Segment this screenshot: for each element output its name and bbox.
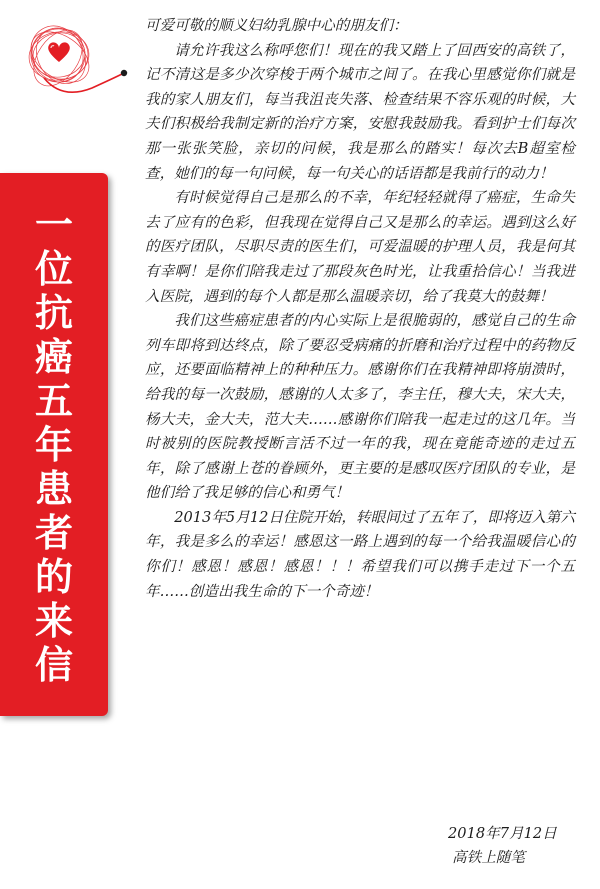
banner-title xyxy=(0,203,108,687)
banner-title-char: 者 xyxy=(34,511,73,555)
heart-stethoscope-logo xyxy=(14,18,140,100)
banner-title-char: 来 xyxy=(34,599,73,643)
banner-title-char: 一 xyxy=(34,203,73,247)
banner-title-char: 信 xyxy=(34,643,73,687)
title-banner xyxy=(0,173,108,716)
signature-date: 2018年7月12日 xyxy=(448,825,557,842)
banner-title-char: 癌 xyxy=(34,335,73,379)
banner-title-char: 抗 xyxy=(34,291,73,335)
banner-title-char: 五 xyxy=(34,379,73,423)
letter-paragraph: 2013年5月12日住院开始，转眼间过了五年了，即将迈入第六年，我是多么的幸运！感恩这一路上遇到的每一个给我温暖信心的你们！感恩！感恩！感恩！！！希望我们可以携手走过下一个五年……创造出我生命的下一个奇迹！ xyxy=(145,508,575,600)
heart-stethoscope-icon xyxy=(14,18,140,100)
banner-title-char: 位 xyxy=(34,247,73,291)
letter-salutation: 可爱可敬的顺义妇幼乳腺中心的朋友们： xyxy=(145,17,408,34)
signature-place: 高铁上随笔 xyxy=(452,849,525,866)
letter-paragraph: 我们这些癌症患者的内心实际上是很脆弱的，感觉自己的生命列车即将到达终点，除了要忍受病痛的折磨和治疗过程中的药物反应，还要面临精神上的种种压力。感谢你们在我精神即将崩溃时，给我的每一次鼓励，感谢的人太多了，李主任，穆大夫，宋大夫，杨大夫，金大夫，范大夫……感谢你们陪我一起走过的这几年。当时被别的医院教授断言活不过一年的我，现在竟能奇迹的走过五年，除了感谢上苍的眷顾外，更主要的是感叹医疗团队的专业，是他们给了我足够的信心和勇气！ xyxy=(145,312,575,502)
letter-paragraph: 有时候觉得自己是那么的不幸，年纪轻轻就得了癌症，生命失去了应有的色彩，但我现在觉得自己又是那么的幸运。遇到这么好的医疗团队，尽职尽责的医生们，可爱温暖的护理人员，我是何其有幸啊！是你们陪我走过了那段灰色时光，让我重拾信心！当我进入医院，遇到的每个人都是那么温暖亲切，给了我莫大的鼓舞！ xyxy=(145,189,575,305)
banner-title-char: 的 xyxy=(34,555,73,599)
banner-title-char: 年 xyxy=(34,423,73,467)
letter-signature xyxy=(442,822,572,870)
banner-title-char: 患 xyxy=(34,467,73,511)
letter-body xyxy=(145,14,575,604)
letter-paragraph: 请允许我这么称呼您们！现在的我又踏上了回西安的高铁了，记不清这是多少次穿梭于两个城市之间了。在我心里感觉你们就是我的家人朋友们，每当我沮丧失落、检查结果不容乐观的时候，大夫们积极给我制定新的治疗方案，安慰我鼓励我。看到护士们每次那一张张笑脸，亲切的问候，我是那么的踏实！每次去B超室检查，她们的每一句问候，每一句关心的话语都是我前行的动力！ xyxy=(145,41,575,182)
